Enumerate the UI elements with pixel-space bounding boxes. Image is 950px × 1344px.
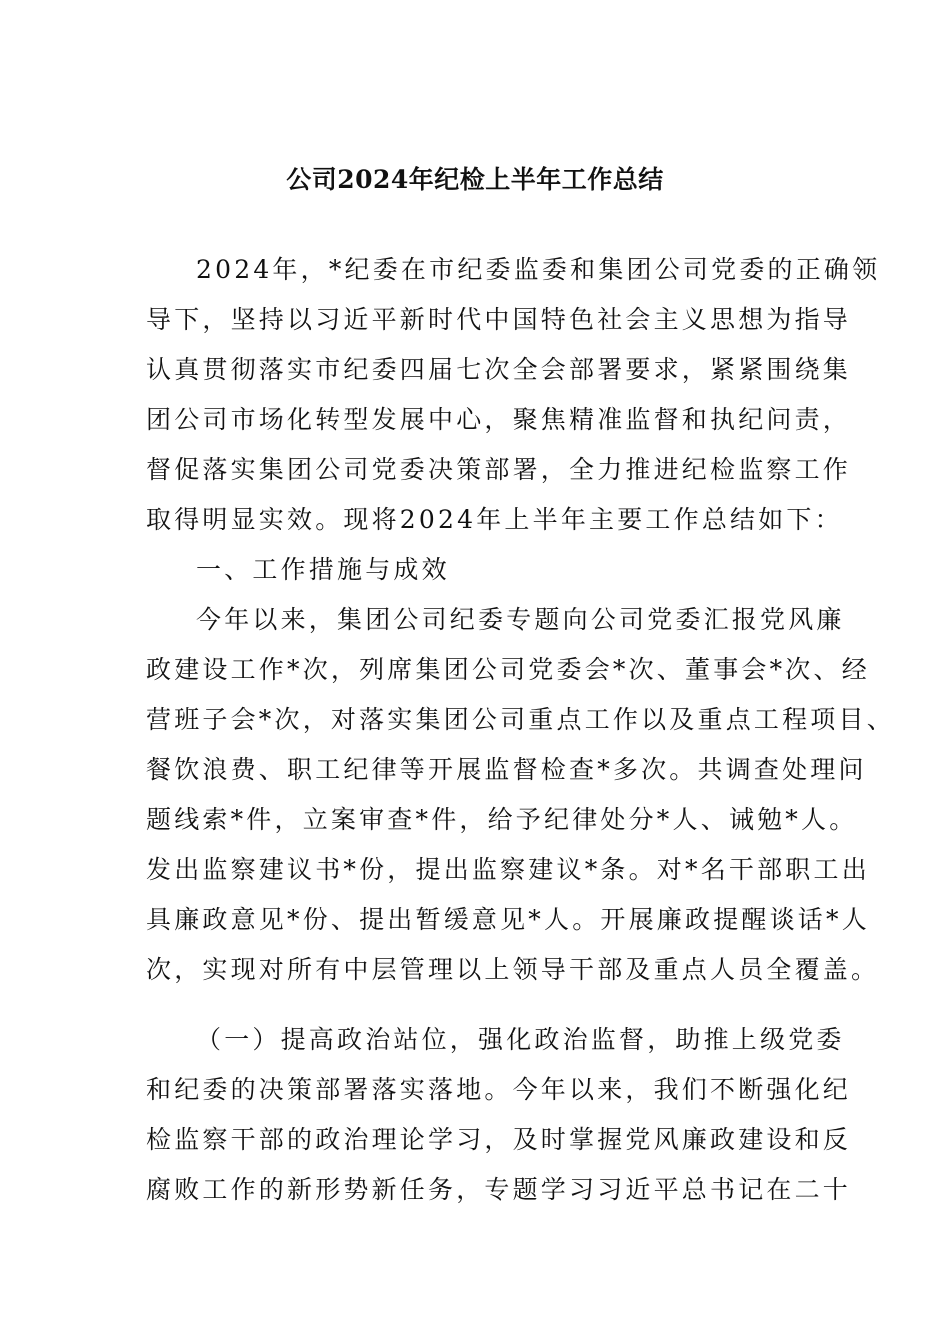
paragraph-line: 导下，坚持以习近平新时代中国特色社会主义思想为指导 [146, 305, 852, 334]
paragraph-line: 题线索*件，立案审查*件，给予纪律处分*人、诫勉*人。 [146, 805, 858, 834]
subsection-line: （一）提高政治站位，强化政治监督，助推上级党委 [196, 1025, 845, 1054]
paragraph-line: 2024年，*纪委在市纪委监委和集团公司党委的正确领 [196, 255, 881, 284]
paragraph-line: 次，实现对所有中层管理以上领导干部及重点人员全覆盖。 [146, 955, 880, 984]
paragraph-line: 今年以来，集团公司纪委专题向公司党委汇报党风廉 [196, 605, 845, 634]
paragraph-line: 具廉政意见*份、提出暂缓意见*人。开展廉政提醒谈话*人 [146, 905, 870, 934]
paragraph-line: 取得明显实效。现将2024年上半年主要工作总结如下： [146, 505, 843, 534]
document-title: 公司2024年纪检上半年工作总结 [286, 165, 664, 194]
paragraph-line: 政建设工作*次，列席集团公司党委会*次、董事会*次、经 [146, 655, 870, 684]
paragraph-line: 发出监察建议书*份，提出监察建议*条。对*名干部职工出 [146, 855, 870, 884]
paragraph-line: 营班子会*次，对落实集团公司重点工作以及重点工程项目、 [146, 705, 895, 734]
paragraph-line: 和纪委的决策部署落实落地。今年以来，我们不断强化纪 [146, 1075, 852, 1104]
paragraph-line: 认真贯彻落实市纪委四届七次全会部署要求，紧紧围绕集 [146, 355, 852, 384]
paragraph-line: 腐败工作的新形势新任务，专题学习习近平总书记在二十 [146, 1175, 852, 1204]
paragraph-line: 督促落实集团公司党委决策部署，全力推进纪检监察工作 [146, 455, 852, 484]
paragraph-line: 餐饮浪费、职工纪律等开展监督检查*多次。共调查处理问 [146, 755, 867, 784]
section-heading: 一、工作措施与成效 [196, 555, 450, 584]
paragraph-line: 团公司市场化转型发展中心，聚焦精准监督和执纪问责， [146, 405, 852, 434]
paragraph-line: 检监察干部的政治理论学习，及时掌握党风廉政建设和反 [146, 1125, 852, 1154]
